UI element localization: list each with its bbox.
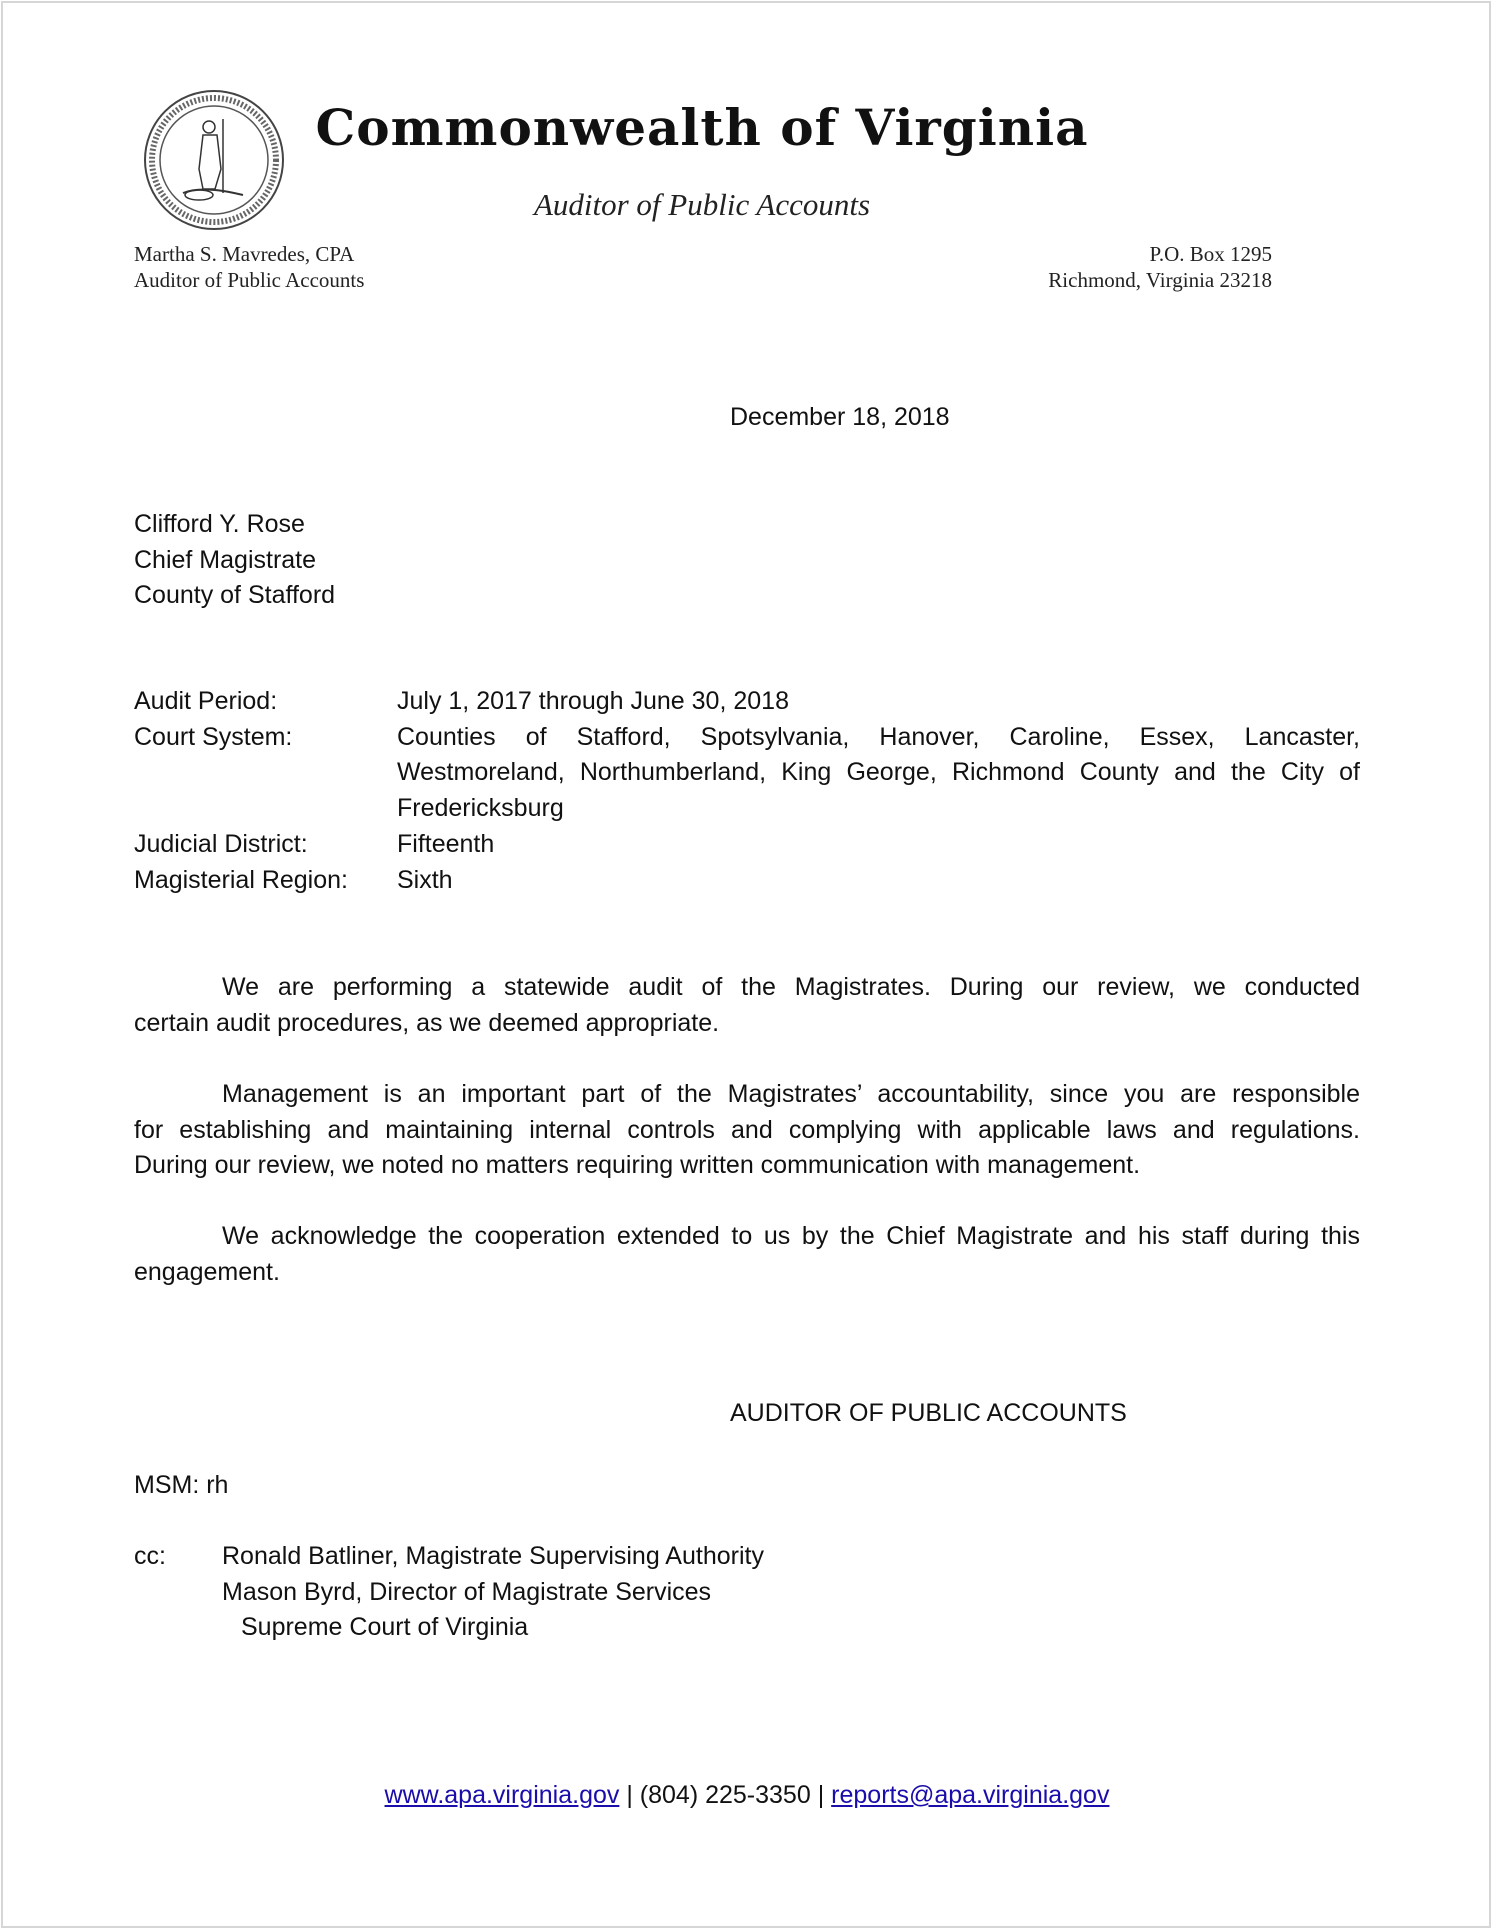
cc-label: cc: [134,1542,166,1570]
letterhead-subtitle: Auditor of Public Accounts [533,187,871,222]
detail-label: Judicial District: [134,829,308,858]
phone-number: (804) 225-3350 [639,1781,811,1809]
website-link[interactable]: www.apa.virginia.gov [384,1781,620,1809]
recipient-name: Clifford Y. Rose [134,510,305,538]
recipient-title: Chief Magistrate [134,545,317,574]
city-state-zip: Richmond, Virginia 23218 [1048,268,1272,292]
detail-label: Audit Period: [134,687,278,715]
paragraph-line: We are performing a statewide audit of the Magistrates. During our review, we conducted [222,973,1360,1001]
separator: | [626,1781,633,1809]
detail-audit-period [134,684,1360,720]
detail-value: Sixth [397,865,453,894]
paragraph-line: for establishing and maintaining internal controls and complying with applicable laws and regulations. [134,1115,1360,1144]
paragraph-1 [134,970,1360,1041]
detail-magisterial-region [134,863,1360,899]
cc-recipient: Supreme Court of Virginia [241,1613,529,1642]
recipient-county: County of Stafford [134,581,336,610]
footer [0,1778,1494,1814]
cc-list [222,1539,764,1646]
detail-label: Court System: [134,722,293,751]
letter-date: December 18, 2018 [730,403,950,431]
paragraph-line: certain audit procedures, as we deemed appropriate. [134,1008,720,1037]
detail-value: July 1, 2017 through June 30, 2018 [397,687,789,715]
detail-judicial-district [134,827,1360,863]
detail-label: Magisterial Region: [134,865,348,894]
mailing-address [1048,241,1272,293]
email-link[interactable]: reports@apa.virginia.gov [831,1781,1110,1809]
detail-court-system [134,720,1360,827]
signature-block: AUDITOR OF PUBLIC ACCOUNTS [730,1399,1127,1427]
initials: MSM: rh [134,1471,229,1499]
detail-value: Fifteenth [397,829,495,858]
detail-value: Fredericksburg [397,794,564,823]
paragraph-2 [134,1077,1360,1184]
paragraph-line: Management is an important part of the Magistrates’ accountability, since you are responsible [222,1080,1360,1108]
auditor-title: Auditor of Public Accounts [134,268,365,292]
cc-recipient: Mason Byrd, Director of Magistrate Services [222,1577,712,1606]
auditor-name-block [134,241,364,293]
letterhead-title: Commonwealth of Virginia [315,98,1089,157]
paragraph-line: During our review, we noted no matters requiring written communication with management. [134,1151,1141,1180]
paragraph-3 [134,1219,1360,1290]
po-box: P.O. Box 1295 [1149,242,1272,266]
recipient-block [134,507,335,614]
paragraph-line: We acknowledge the cooperation extended to us by the Chief Magistrate and his staff during this [222,1222,1360,1250]
cc-recipient: Ronald Batliner, Magistrate Supervising Authority [222,1542,764,1570]
paragraph-line: engagement. [134,1257,280,1286]
audit-details [134,684,1360,898]
auditor-name: Martha S. Mavredes, CPA [134,242,355,266]
detail-value: Westmoreland, Northumberland, King George, Richmond County and the City of [397,758,1360,787]
detail-value: Counties of Stafford, Spotsylvania, Hanover, Caroline, Essex, Lancaster, [397,722,1360,751]
separator: | [817,1781,825,1809]
